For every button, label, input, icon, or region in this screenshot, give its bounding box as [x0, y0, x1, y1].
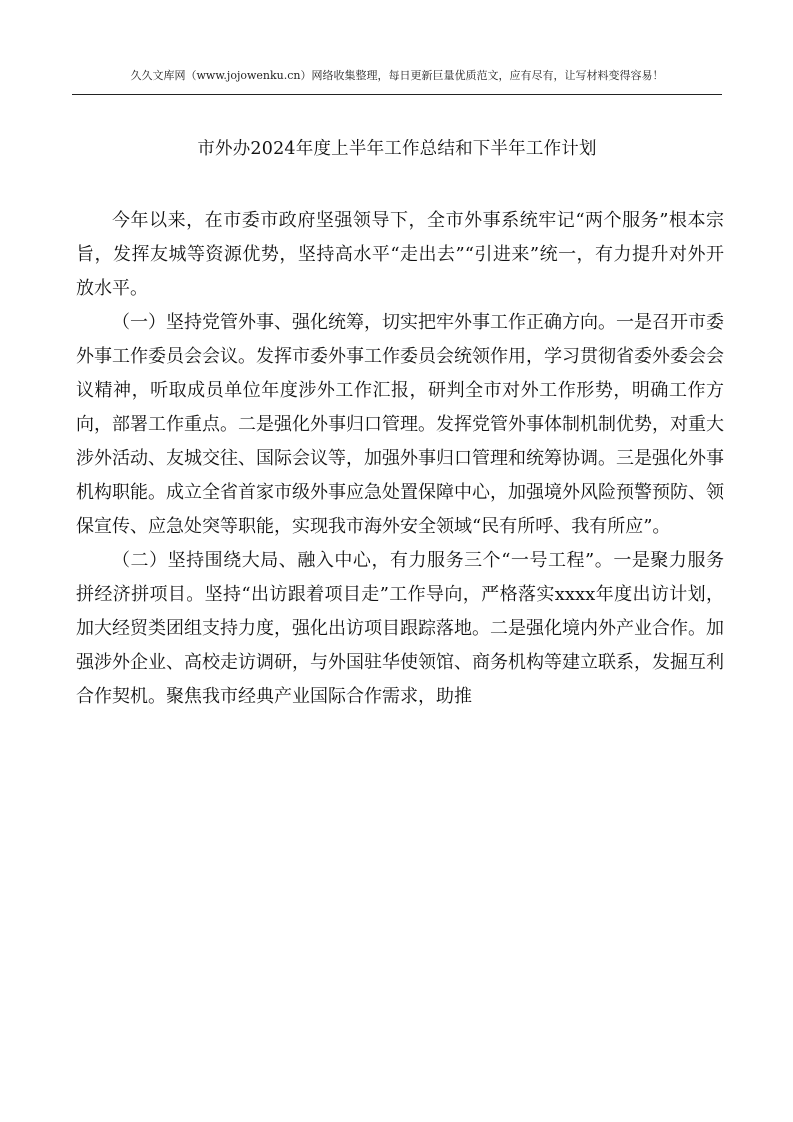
- document-body: [76, 204, 724, 714]
- paragraph-section-1: （一）坚持党管外事、强化统筹，切实把牢外事工作正确方向。一是召开市委外事工作委员会会议。发挥市委外事工作委员会统领作用，学习贯彻省委外委会会议精神，听取成员单位年度涉外工作汇报，研判全市对外工作形势，明确工作方向，部署工作重点。二是强化外事归口管理。发挥党管外事体制机制优势，对重大涉外活动、友城交往、国际会议等，加强外事归口管理和统筹协调。三是强化外事机构职能。成立全省首家市级外事应急处置保障中心，加强境外风险预警预防、领保宣传、应急处突等职能，实现我市海外安全领域“民有所呼、我有所应”。: [76, 312, 724, 537]
- page-header: 久久文库网（www.jojowenku.cn）网络收集整理，每日更新巨量优质范文，应有尽有，让写材料变得容易！: [130, 69, 664, 82]
- document-title: 市外办2024年度上半年工作总结和下半年工作计划: [197, 139, 597, 159]
- header-divider: [72, 94, 722, 95]
- paragraph-intro: 今年以来，在市委市政府坚强领导下，全市外事系统牢记“两个服务”根本宗旨，发挥友城等资源优势，坚持高水平“走出去”“引进来”统一，有力提升对外开放水平。: [76, 210, 724, 299]
- paragraph-section-2: （二）坚持围绕大局、融入中心，有力服务三个“一号工程”。一是聚力服务拼经济拼项目。坚持“出访跟着项目走”工作导向，严格落实xxxx年度出访计划，加大经贸类团组支持力度，强化出访项目跟踪落地。二是强化境内外产业合作。加强涉外企业、高校走访调研，与外国驻华使领馆、商务机构等建立联系，发掘互利合作契机。聚焦我市经典产业国际合作需求，助推: [76, 550, 724, 707]
